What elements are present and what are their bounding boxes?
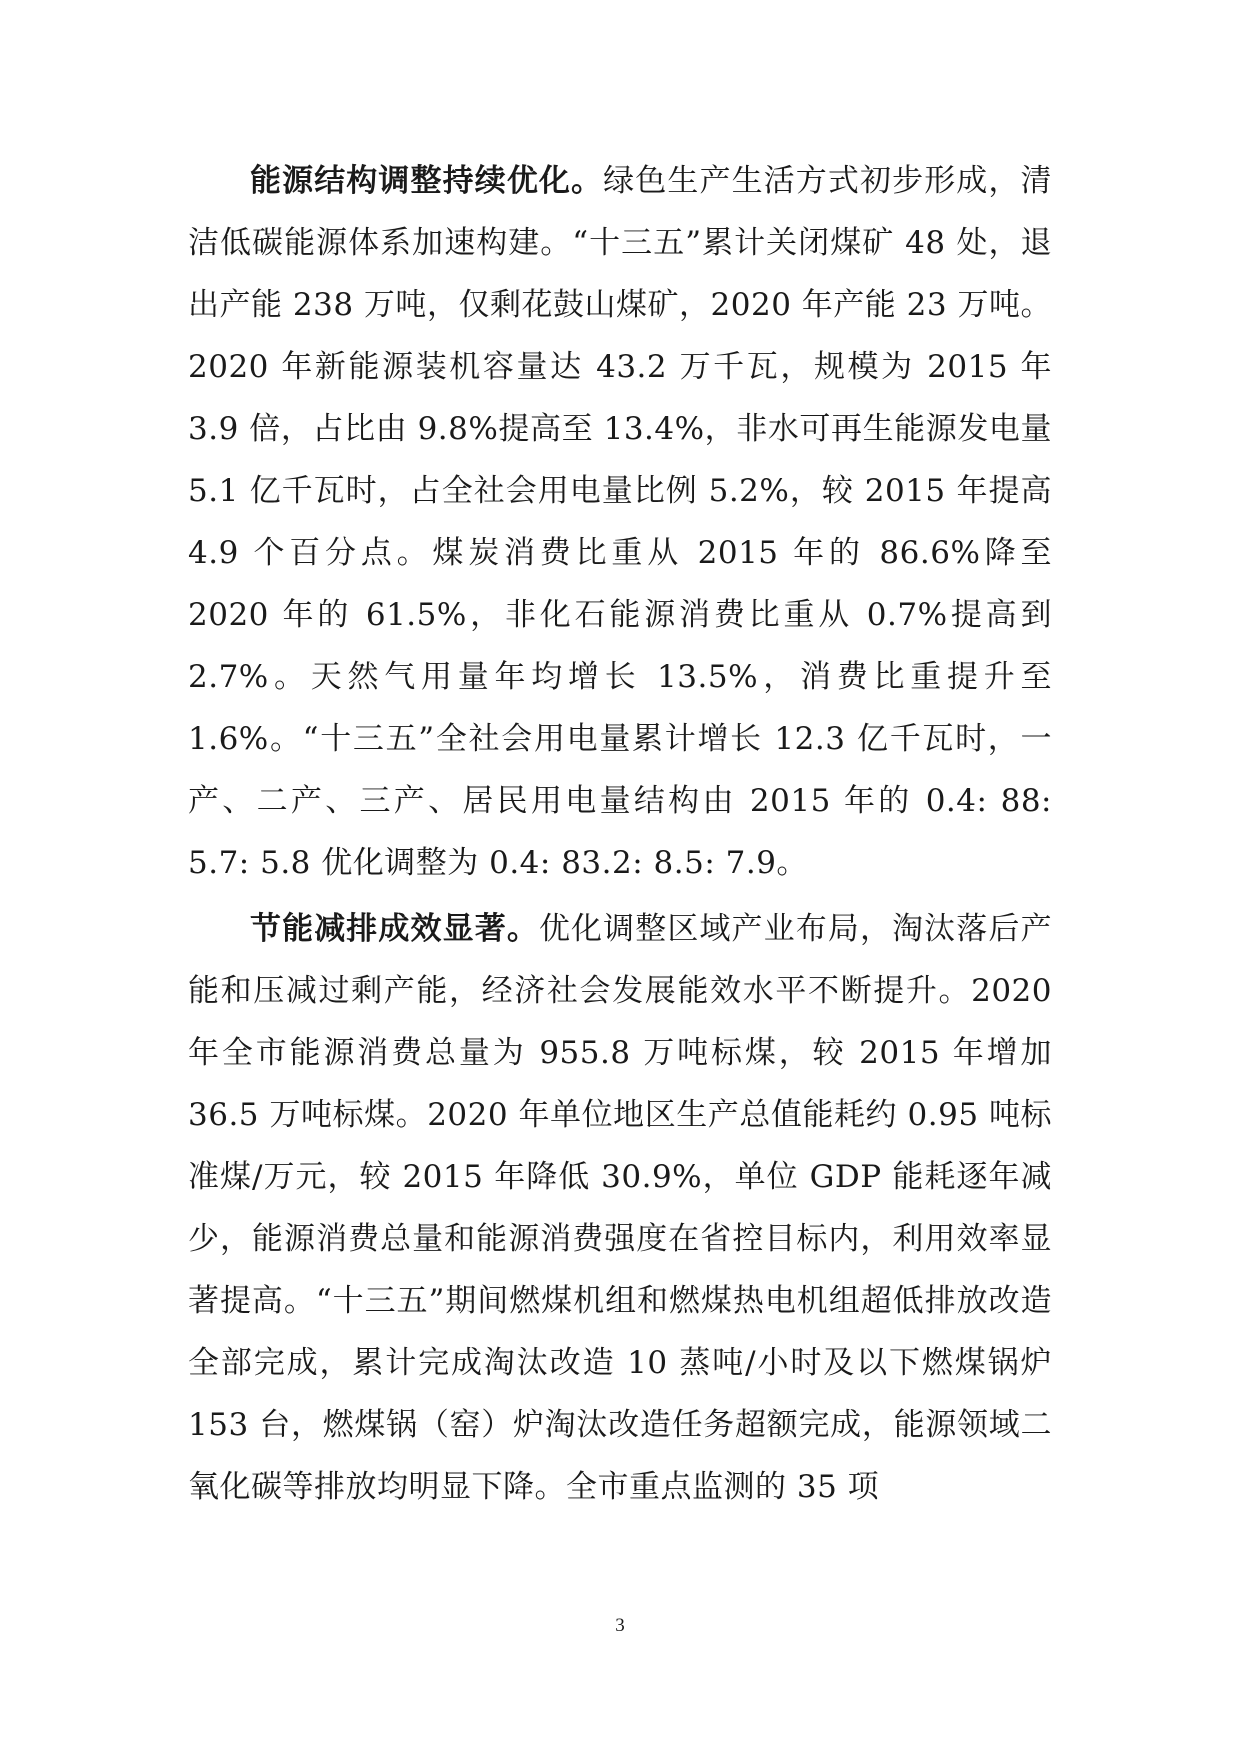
paragraph-energy-structure	[188, 150, 1052, 894]
paragraph-energy-saving	[188, 898, 1052, 1518]
paragraph-text: 优化调整区域产业布局，淘汰落后产能和压减过剩产能，经济社会发展能效水平不断提升。2020 年全市能源消费总量为 955.8 万吨标煤，较 2015 年增加 36.5 万吨标煤。2020 年单位地区生产总值能耗约 0.95 吨标准煤/万元，较 2015 年降低 30.9%，单位 GDP 能耗逐年减少，能源消费总量和能源消费强度在省控目标内，利用效率显著提高。“十三五”期间燃煤机组和燃煤热电机组超低排放改造全部完成，累计完成淘汰改造 10 蒸吨/小时及以下燃煤锅炉 153 台，燃煤锅（窑）炉淘汰改造任务超额完成，能源领域二氧化碳等排放均明显下降。全市重点监测的 35 项	[188, 911, 1052, 1505]
paragraph-text: 绿色生产生活方式初步形成，清洁低碳能源体系加速构建。“十三五”累计关闭煤矿 48 处，退出产能 238 万吨，仅剩花鼓山煤矿，2020 年产能 23 万吨。2020 年新能源装机容量达 43.2 万千瓦，规模为 2015 年 3.9 倍，占比由 9.8%提高至 13.4%，非水可再生能源发电量 5.1 亿千瓦时，占全社会用电量比例 5.2%，较 2015 年提高 4.9 个百分点。煤炭消费比重从 2015 年的 86.6%降至 2020 年的 61.5%，非化石能源消费比重从 0.7%提高到 2.7%。天然气用量年均增长 13.5%，消费比重提升至 1.6%。“十三五”全社会用电量累计增长 12.3 亿千瓦时，一产、二产、三产、居民用电量结构由 2015 年的 0.4: 88: 5.7: 5.8 优化调整为 0.4: 83.2: 8.5: 7.9。	[188, 163, 1053, 881]
paragraph-heading: 能源结构调整持续优化。	[250, 163, 604, 199]
page-number: 3	[615, 1615, 625, 1636]
paragraph-heading: 节能减排成效显著。	[250, 911, 539, 947]
document-body	[188, 150, 1052, 1522]
